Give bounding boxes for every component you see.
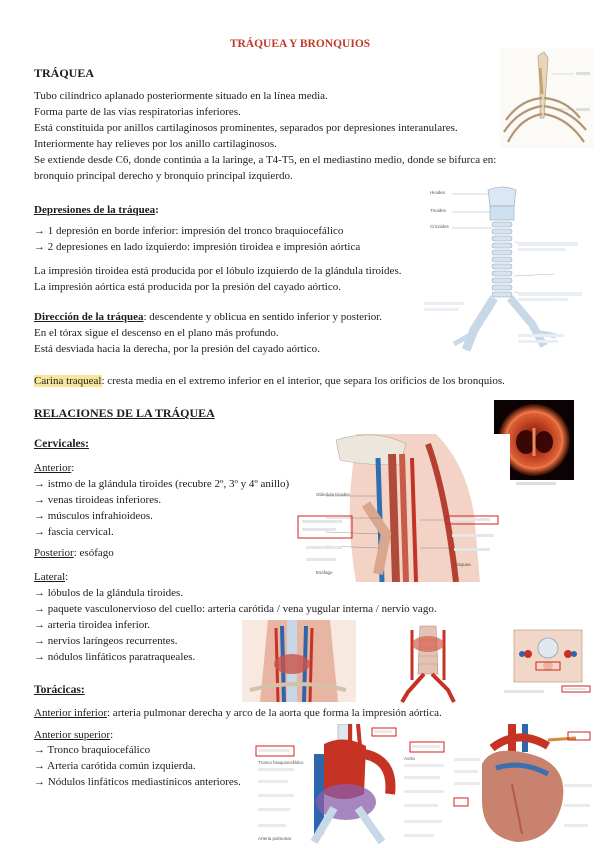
heart-figure — [452, 724, 594, 846]
traquea-line: Está constituida por anillos cartilaginosos prominentes, separados por depresiones interanulares. — [34, 122, 458, 134]
lateral-item: → nervios laríngeos recurrentes. — [34, 635, 178, 647]
anterior-superior-item: → Nódulos linfáticos mediastínicos anteriores. — [34, 776, 241, 788]
anterior-item: → venas tiroideas inferiores. — [34, 494, 162, 506]
posterior-rest: : esófago — [73, 547, 114, 559]
lateral-item: → paquete vasculonervioso del cuello: arteria carótida / vena yugular interna / nervio vago. — [34, 603, 437, 615]
traquea-line: Interiormente hay relieves por los anillo cartilaginosos. — [34, 138, 277, 150]
anterior-superior-colon: : — [110, 729, 114, 741]
anterior-item: → istmo de la glándula tiroides (recubre 2º, 3º y 4º anillo) — [34, 478, 290, 490]
anterior-inferior-label: Anterior inferior — [34, 707, 107, 719]
direccion-heading: Dirección de la tráquea — [34, 311, 144, 323]
anterior-item: → músculos infrahioideos. — [34, 510, 153, 522]
depresion-item: → 1 depresión en borde inferior: impresión del tronco braquiocefálico — [34, 225, 344, 237]
thorax-label: Arteria pulmonar — [258, 836, 292, 841]
direccion-line — [34, 310, 382, 325]
traquea-line: bronquio principal derecho y bronquio principal izquierdo. — [34, 170, 293, 182]
thorax-label: Aorta — [404, 756, 415, 761]
direccion-rest: : descendente y oblicua en sentido inferior y posterior. — [143, 311, 383, 323]
anterior-superior-line — [34, 728, 113, 743]
traquea-line: Tubo cilíndrico aplanado posteriormente situado en la línea media. — [34, 90, 328, 102]
posterior-label: Posterior — [34, 547, 74, 559]
anterior-item: → fascia cervical. — [34, 526, 114, 538]
trachea-diagram — [422, 184, 592, 362]
traquea-line: Forma parte de las vías respiratorias inferiores. — [34, 106, 241, 118]
lateral-label-line — [34, 570, 68, 585]
carina-rest: : cresta media en el extremo inferior en el interior, que separa los orificios de los bronquios. — [101, 375, 505, 387]
section-heading-traquea: TRÁQUEA — [34, 66, 95, 80]
photo-caption-placeholder — [516, 482, 556, 485]
anterior-superior-label: Anterior superior — [34, 729, 111, 741]
posterior-line — [34, 546, 114, 561]
thorax-label: Tronco braquiocefálico — [258, 760, 304, 765]
anterior-label-line — [34, 461, 74, 476]
anterior-colon: : — [71, 462, 75, 474]
toracicas-heading: Torácicas: — [34, 684, 85, 696]
carina-term: Carina traqueal — [34, 375, 102, 387]
lateral-item: → nódulos linfáticos paratraqueales. — [34, 651, 196, 663]
anterior-superior-item: → Arteria carótida común izquierda. — [34, 760, 196, 772]
cervicales-heading: Cervicales: — [34, 438, 89, 450]
lateral-label: Lateral — [34, 571, 66, 583]
airway-figure — [368, 620, 488, 704]
relaciones-heading: RELACIONES DE LA TRÁQUEA — [34, 406, 215, 420]
anterior-superior-item: → Tronco braquiocefálico — [34, 744, 151, 756]
direccion-detail: En el tórax sigue el descenso en el plano más profundo. — [34, 327, 279, 339]
cross-section-figure — [500, 620, 594, 704]
neck-label: Tráquea — [454, 562, 471, 567]
depresion-note: La impresión aórtica está producida por la presión del cayado aórtico. — [34, 281, 341, 293]
depresiones-heading-line — [34, 203, 159, 218]
traquea-line: Se extiende desde C6, donde continúa a la laringe, a T4-T5, en el mediastino medio, donde se bifurca en: — [34, 154, 497, 166]
page-title: TRÁQUEA Y BRONQUIOS — [229, 38, 371, 50]
trachea-label: Hioides — [430, 190, 446, 195]
depresion-note: La impresión tiroidea está producida por el lóbulo izquierdo de la glándula tiroides. — [34, 265, 402, 277]
depresion-item: → 2 depresiones en lado izquierdo: impresión tiroidea e impresión aórtica — [34, 241, 361, 253]
anterior-inferior-line — [34, 706, 442, 721]
trachea-label: Tiroides — [430, 208, 446, 213]
direccion-detail: Está desviada hacia la derecha, por la presión del cayado aórtico. — [34, 343, 320, 355]
trachea-label: Cricoides — [430, 224, 449, 229]
neck-label: Glándula tiroides — [316, 492, 350, 497]
depresiones-colon: : — [155, 204, 159, 216]
neck-anatomy-figure — [296, 434, 510, 582]
lateral-item: → lóbulos de la glándula tiroides. — [34, 587, 184, 599]
lateral-colon: : — [65, 571, 69, 583]
depresiones-heading: Depresiones de la tráquea — [34, 204, 156, 216]
thorax-vessels-figure — [254, 724, 448, 846]
skeleton-figure — [500, 48, 594, 148]
carina-line — [34, 374, 505, 389]
neck-frontal-figure — [242, 620, 356, 702]
anterior-label: Anterior — [34, 462, 72, 474]
neck-label: Esófago — [316, 570, 333, 575]
lateral-item: → arteria tiroidea inferior. — [34, 619, 151, 631]
anterior-inferior-rest: : arteria pulmonar derecha y arco de la aorta que forma la impresión aórtica. — [107, 707, 442, 719]
